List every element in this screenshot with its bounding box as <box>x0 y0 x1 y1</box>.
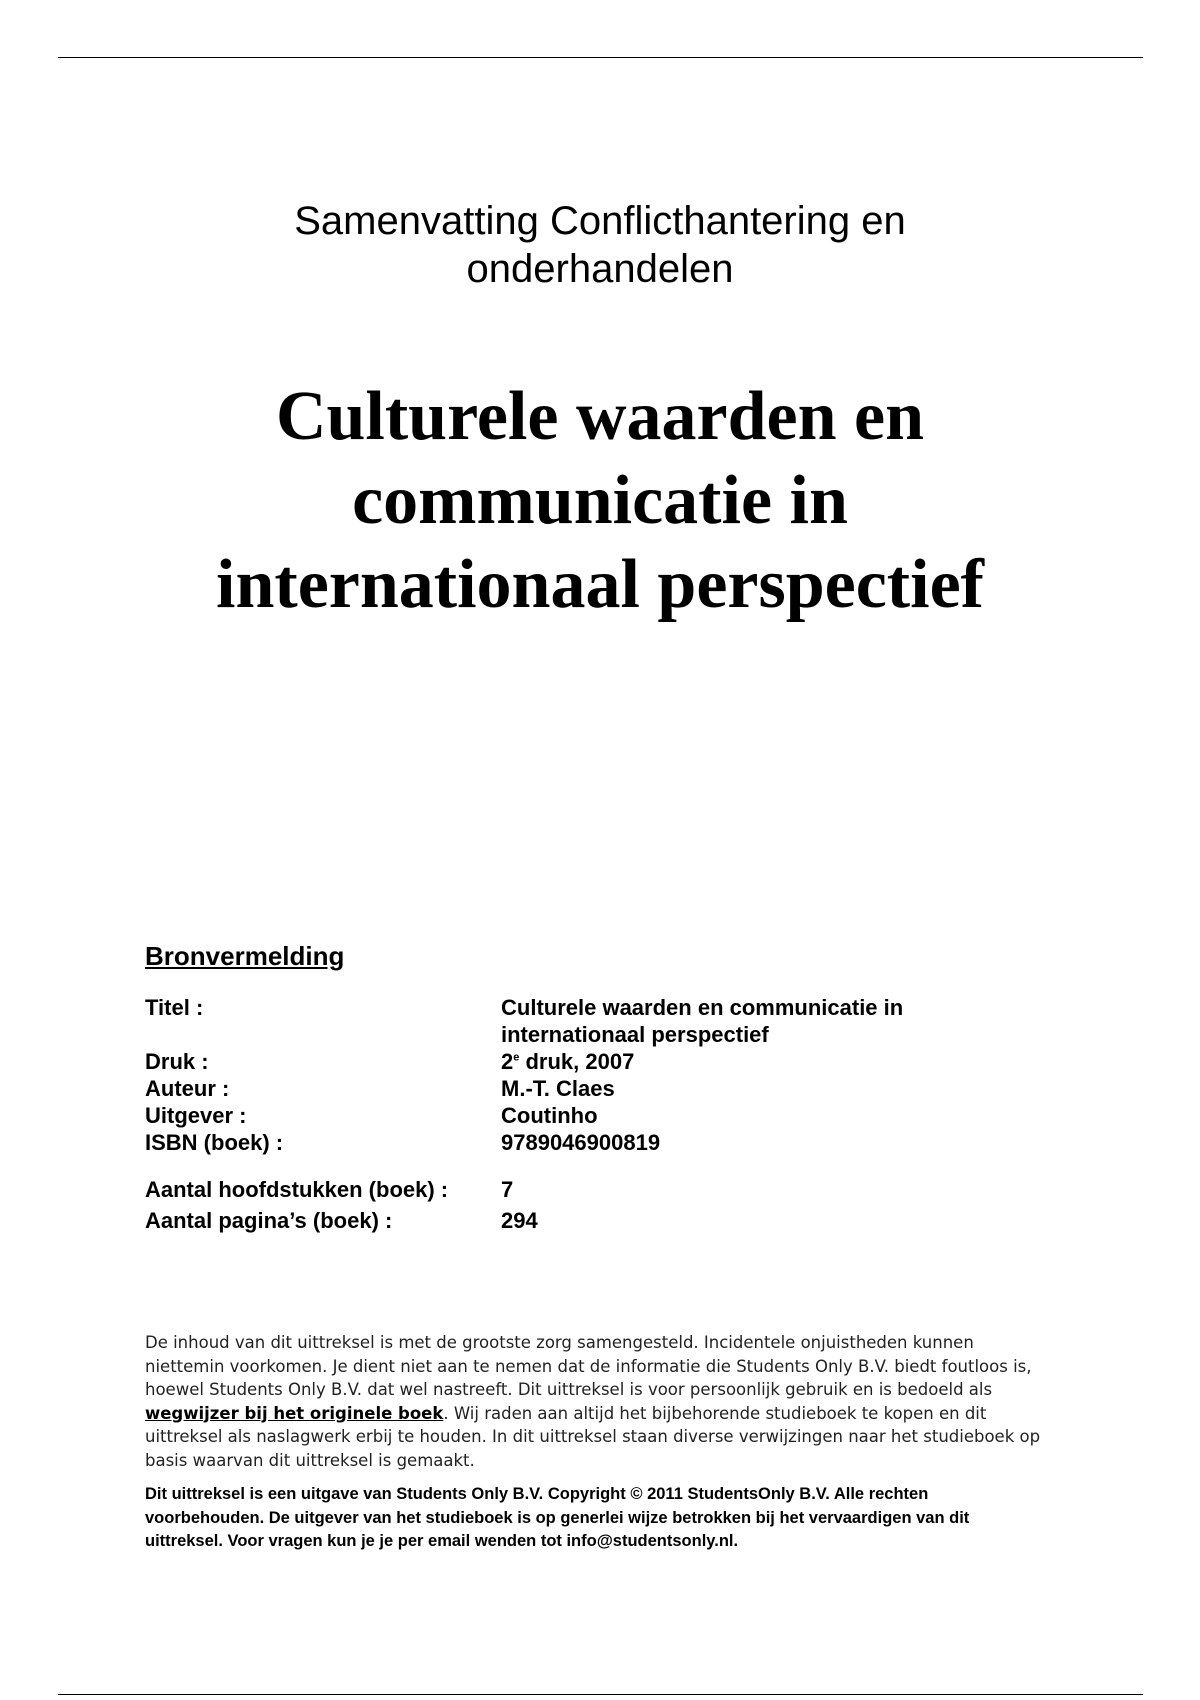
author-value: M.-T. Claes <box>501 1076 615 1101</box>
disclaimer-link[interactable]: wegwijzer bij het originele boek <box>145 1403 444 1423</box>
meta-row-isbn <box>145 1129 1045 1156</box>
document-title <box>0 375 1200 627</box>
chapters-label: Aantal hoofdstukken (boek) : <box>145 1177 449 1202</box>
edition-value <box>501 1048 1045 1075</box>
pages-label: Aantal pagina’s (boek) : <box>145 1208 393 1233</box>
isbn-label: ISBN (boek) : <box>145 1130 284 1155</box>
edition-number: 2 <box>501 1049 514 1074</box>
title-line-2: communicatie in <box>352 462 848 539</box>
meta-row-publisher <box>145 1102 1045 1129</box>
author-label: Auteur : <box>145 1076 230 1101</box>
edition-label: Druk : <box>145 1049 209 1074</box>
title-value-line-1: Culturele waarden en communicatie in <box>501 995 904 1020</box>
disclaimer-text-part-2: . Wij raden aan altijd het bijbehorende studieboek te kopen en dit uittreksel als naslagwerk erbij te houden. In dit uittreksel staan diverse verwijzingen naar het studieboek op basis waarvan dit uittreksel is gemaakt. <box>145 1403 1041 1470</box>
sources-heading: Bronvermelding <box>145 941 345 971</box>
meta-row-chapters <box>145 1174 1045 1205</box>
subtitle-line-2: onderhandelen <box>466 247 734 291</box>
title-value-line-2: internationaal perspectief <box>501 1022 769 1047</box>
bottom-rule <box>58 1694 1143 1695</box>
chapters-value: 7 <box>501 1177 514 1202</box>
subtitle-line-1: Samenvatting Conflicthantering en <box>294 199 906 243</box>
pages-value: 294 <box>501 1208 538 1233</box>
meta-row-pages <box>145 1205 1045 1236</box>
disclaimer-text-part-1: De inhoud van dit uittreksel is met de grootste zorg samengesteld. Incidentele onjuistheden kunnen niettemin voorkomen. Je dient niet aan te nemen dat de informatie die Students Only B.V. biedt foutloos is, hoewel Students Only B.V. dat wel nastreeft. Dit uittreksel is voor persoonlijk gebruik en is bedoeld als <box>145 1333 1032 1399</box>
title-value <box>501 994 1045 1048</box>
meta-row-edition <box>145 1048 1045 1075</box>
document-subtitle <box>0 197 1200 293</box>
title-line-1: Culturele waarden en <box>275 378 925 455</box>
isbn-value: 9789046900819 <box>501 1130 661 1155</box>
meta-row-title <box>145 994 1045 1048</box>
title-label: Titel : <box>145 995 204 1020</box>
meta-row-author <box>145 1075 1045 1102</box>
copyright-notice: Dit uittreksel is een uitgave van Students Only B.V. Copyright © 2011 StudentsOnly B.V. Alle rechten voorbehouden. De uitgever van het studieboek is op generlei wijze betrokken bij het vervaardigen van dit uittreksel. Voor vragen kun je je per email wenden tot info@studentsonly.nl. <box>145 1485 970 1550</box>
disclaimer-paragraph <box>145 1331 1045 1472</box>
meta-spacer <box>145 1156 1045 1174</box>
publisher-label: Uitgever : <box>145 1103 247 1128</box>
edition-rest: druk, 2007 <box>519 1049 635 1074</box>
source-reference-section <box>145 940 1045 1236</box>
top-rule <box>58 57 1143 58</box>
publisher-value: Coutinho <box>501 1103 598 1128</box>
edition-superscript: e <box>513 1051 520 1064</box>
title-line-3: internationaal perspectief <box>216 546 984 623</box>
